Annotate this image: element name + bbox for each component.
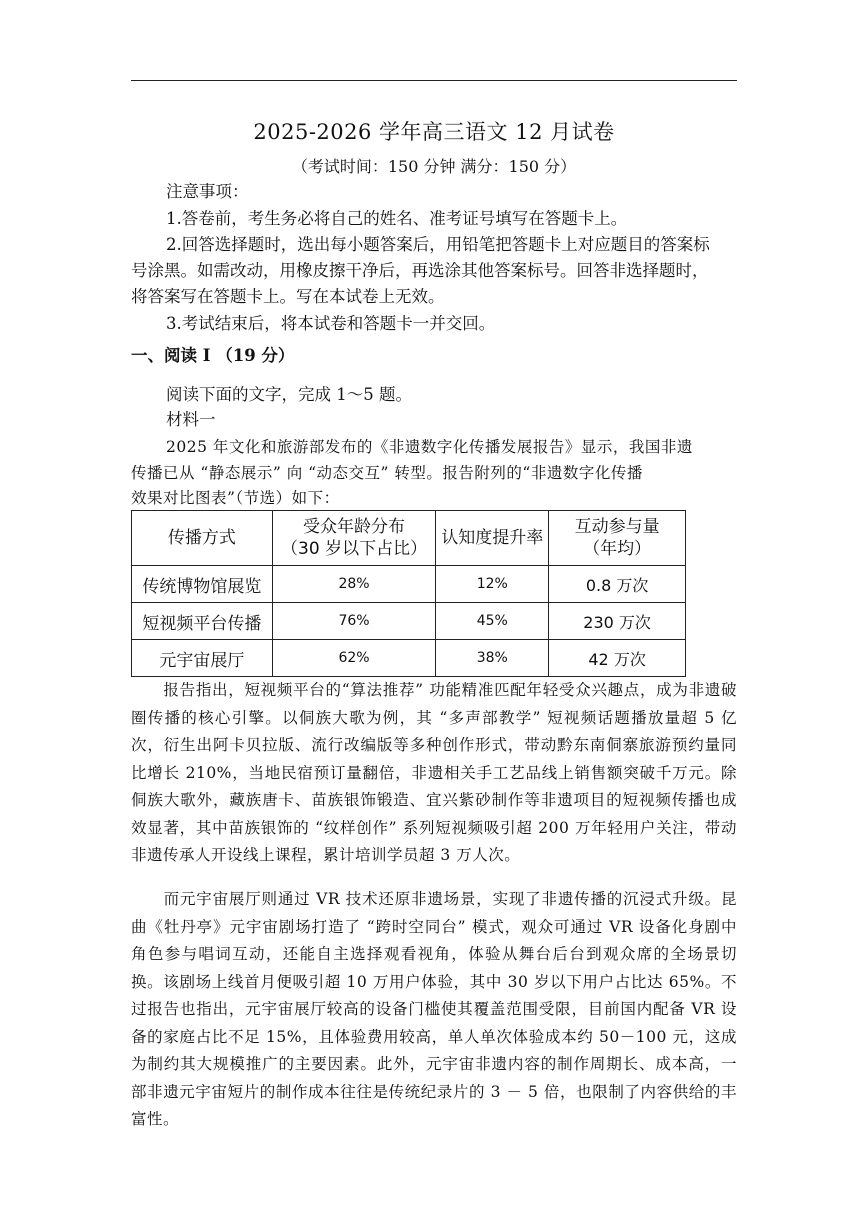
- comparison-table: [131, 510, 686, 677]
- table-cell: 0.8 万次: [549, 566, 686, 603]
- note-line: 号涂黑。如需改动，用橡皮擦干净后，再选涂其他答案标号。回答非选择题时，: [131, 261, 709, 280]
- notes-heading: 注意事项：: [166, 182, 249, 201]
- header-cell: 互动参与量 （年均）: [549, 511, 686, 566]
- section-instruction: 阅读下面的文字，完成 1～5 题。: [166, 385, 412, 404]
- table-cell: 230 万次: [549, 603, 686, 640]
- table-row: [132, 566, 686, 603]
- exam-title: 2025-2026 学年高三语文 12 月试卷: [253, 120, 615, 144]
- table-cell: 短视频平台传播: [132, 603, 273, 640]
- table-header-row: [132, 511, 686, 566]
- note-line: 2.回答选择题时，选出每小题答案后，用铅笔把答题卡上对应题目的答案标: [166, 235, 710, 254]
- table-cell: 76%: [272, 603, 436, 640]
- header-cell: 认知度提升率: [436, 511, 549, 566]
- table-cell: 42 万次: [549, 640, 686, 677]
- table-cell: 元宇宙展厅: [132, 640, 273, 677]
- material-label: 材料一: [166, 410, 216, 429]
- body-paragraph: 报告指出，短视频平台的“算法推荐” 功能精准匹配年轻受众兴趣点，成为非遗破圈传播的核心引擎。以侗族大歌为例，其 “多声部教学” 短视频话题播放量超 5 亿次，衍生出阿卡贝拉版、流行改编版等多种创作形式，带动黔东南侗寨旅游预约量同比增长 210%，当地民宿预订量翻倍，非遗相关手工艺品线上销售额突破千万元。除侗族大歌外，藏族唐卡、苗族银饰锻造、宜兴紫砂制作等非遗项目的短视频传播也成效显著，其中苗族银饰的 “纹样创作” 系列短视频吸引超 200 万年轻用户关注，带动非遗传承人开设线上课程，累计培训学员超 3 万人次。: [131, 681, 737, 864]
- header-rule: [131, 80, 737, 81]
- table-cell: 28%: [272, 566, 436, 603]
- header-cell: 受众年龄分布 （30 岁以下占比）: [272, 511, 436, 566]
- intro-line: 效果对比图表”（节选）如下：: [131, 489, 340, 507]
- intro-line: 传播已从 “静态展示” 向 “动态交互” 转型。报告附列的“非遗数字化传播: [131, 464, 643, 482]
- note-line: 3.考试结束后，将本试卷和答题卡一并交回。: [166, 314, 496, 333]
- table-cell: 12%: [436, 566, 549, 603]
- table-cell: 62%: [272, 640, 436, 677]
- table-cell: 传统博物馆展览: [132, 566, 273, 603]
- body-paragraph: 而元宇宙展厅则通过 VR 技术还原非遗场景，实现了非遗传播的沉浸式升级。昆曲《牡丹亭》元宇宙剧场打造了 “跨时空同台” 模式，观众可通过 VR 设备化身剧中角色参与唱词互动，还能自主选择观看视角，体验从舞台后台到观众席的全场景切换。该剧场上线首月便吸引超 10 万用户体验，其中 30 岁以下用户占比达 65%。不过报告也指出，元宇宙展厅较高的设备门槛使其覆盖范围受限，目前国内配备 VR 设备的家庭占比不足 15%，且体验费用较高，单人单次体验成本约 50－100 元，这成为制约其大规模推广的主要因素。此外，元宇宙非遗内容的制作周期长、成本高，一部非遗元宇宙短片的制作成本往往是传统纪录片的 3 － 5 倍，也限制了内容供给的丰富性。: [131, 890, 737, 1128]
- table-row: [132, 640, 686, 677]
- note-line: 将答案写在答题卡上。写在本试卷上无效。: [131, 287, 445, 306]
- intro-line: 2025 年文化和旅游部发布的《非遗数字化传播发展报告》显示，我国非遗: [166, 438, 693, 456]
- table-cell: 45%: [436, 603, 549, 640]
- header-cell: 传播方式: [132, 511, 273, 566]
- exam-subtitle: （考试时间：150 分钟 满分：150 分）: [291, 157, 577, 176]
- section-heading: 一、阅读 I （19 分）: [131, 346, 295, 365]
- table-cell: 38%: [436, 640, 549, 677]
- note-line: 1.答卷前，考生务必将自己的姓名、准考证号填写在答题卡上。: [166, 209, 628, 228]
- table-row: [132, 603, 686, 640]
